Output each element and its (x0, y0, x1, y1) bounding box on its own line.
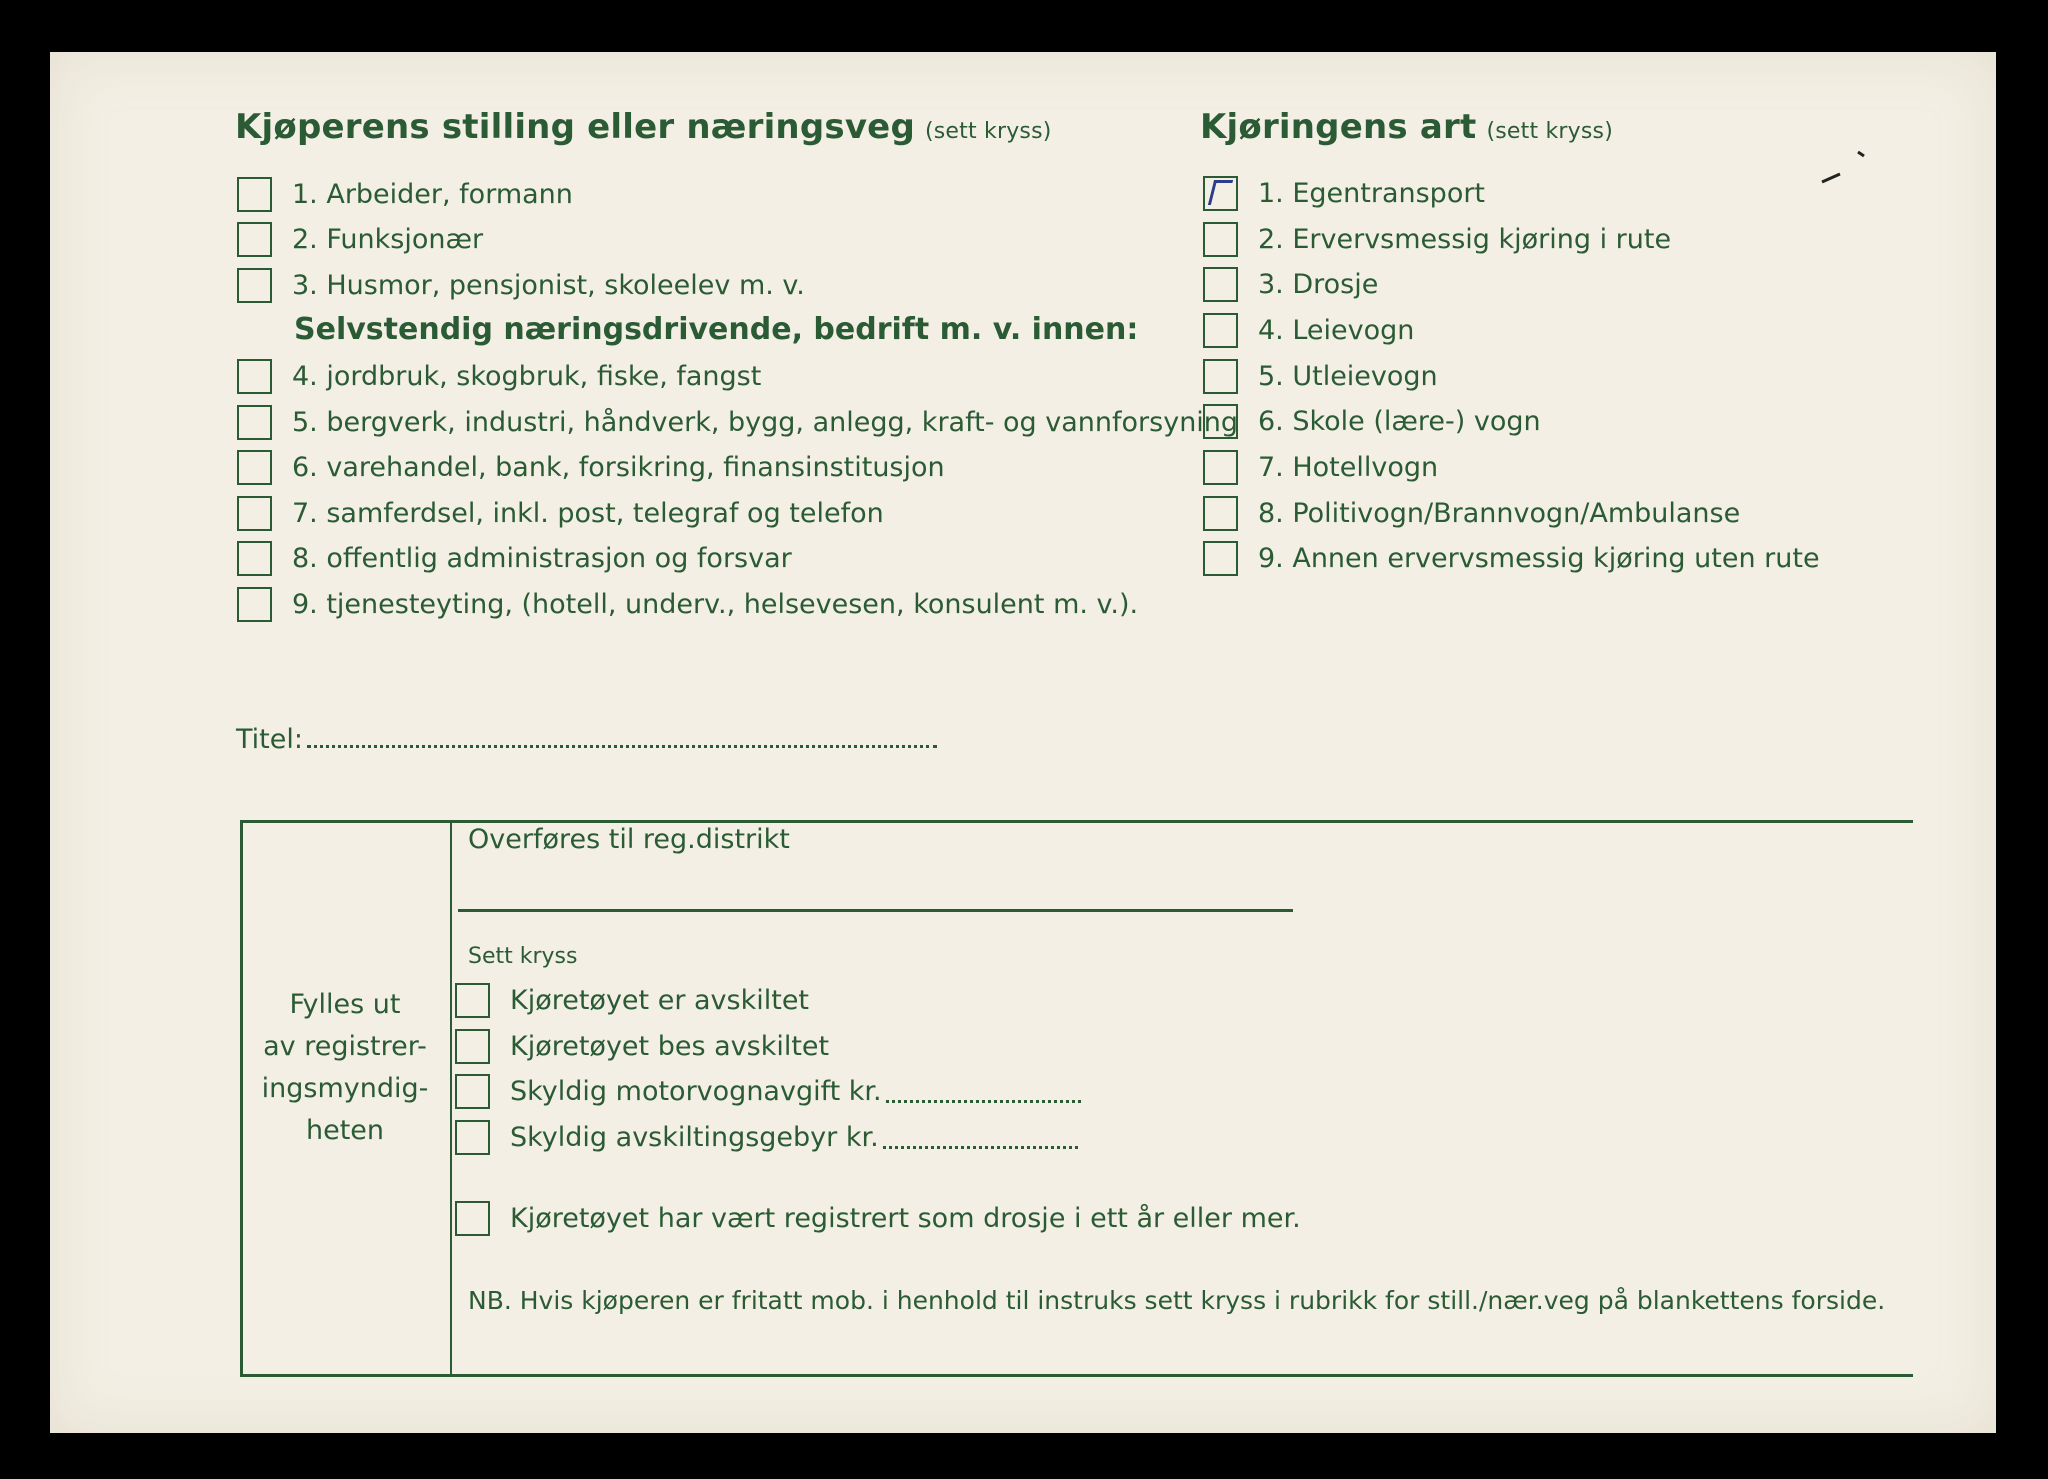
driving-section-title-text: Kjøringens art (1200, 107, 1477, 147)
checkbox[interactable] (1203, 450, 1238, 485)
option-label: Skyldig motorvognavgift kr. (510, 1076, 882, 1107)
buyer-option-1[interactable] (237, 177, 573, 212)
checkbox[interactable] (237, 450, 272, 485)
buyer-option-8[interactable] (237, 541, 792, 576)
option-label: Kjøretøyet er avskiltet (510, 985, 810, 1016)
option-label: 1. Egentransport (1258, 178, 1486, 209)
option-label: 9. tjenesteyting, (hotell, underv., helsevesen, konsulent m. v.). (292, 589, 1139, 620)
option-label: 8. Politivogn/Brannvogn/Ambulanse (1258, 498, 1741, 529)
buyer-section-hint: (sett kryss) (924, 119, 1052, 144)
checkbox[interactable] (1203, 404, 1238, 439)
driving-option-7[interactable] (1203, 450, 1438, 485)
side-label-line: av registrer- (263, 1031, 427, 1062)
checkbox[interactable] (237, 359, 272, 394)
option-label: 4. Leievogn (1258, 315, 1415, 346)
buyer-option-4[interactable] (237, 359, 761, 394)
checkbox[interactable] (1203, 313, 1238, 348)
buyer-section-title-text: Kjøperens stilling eller næringsveg (235, 107, 915, 147)
option-label: 3. Husmor, pensjonist, skoleelev m. v. (292, 270, 805, 301)
checkbox[interactable] (237, 177, 272, 212)
side-label-line: ingsmyndig- (261, 1073, 429, 1104)
option-label: 5. Utleievogn (1258, 361, 1438, 392)
business-subheading: Selvstendig næringsdrivende, bedrift m. v. innen: (294, 312, 1139, 347)
driving-section-title (1200, 107, 1613, 147)
buyer-section-title (235, 107, 1052, 147)
option-label: 6. Skole (lære-) vogn (1258, 406, 1541, 437)
option-label: 8. offentlig administrasjon og forsvar (292, 543, 792, 574)
option-label: 5. bergverk, industri, håndverk, bygg, anlegg, kraft- og vannforsyning (292, 407, 1239, 438)
transfer-field-line[interactable] (458, 909, 1293, 912)
amount-field-line[interactable] (883, 1126, 1078, 1149)
driving-option-1[interactable] (1203, 176, 1485, 211)
checkbox-checked[interactable] (1203, 176, 1238, 211)
authority-option-3[interactable] (455, 1074, 1081, 1109)
option-label: 7. Hotellvogn (1258, 452, 1439, 483)
option-label: Kjøretøyet har vært registrert som drosje i ett år eller mer. (510, 1203, 1301, 1234)
option-label: Kjøretøyet bes avskiltet (510, 1031, 830, 1062)
buyer-option-9[interactable] (237, 587, 1138, 622)
checkbox[interactable] (455, 983, 490, 1018)
box-top-rule (240, 820, 1913, 823)
driving-section-hint: (sett kryss) (1486, 119, 1613, 144)
buyer-option-2[interactable] (237, 222, 483, 257)
checkbox[interactable] (237, 222, 272, 257)
driving-option-3[interactable] (1203, 267, 1378, 302)
authority-option-2[interactable] (455, 1029, 829, 1064)
buyer-option-5[interactable] (237, 405, 1238, 440)
option-label: 6. varehandel, bank, forsikring, finansinstitusjon (292, 452, 945, 483)
driving-option-5[interactable] (1203, 359, 1438, 394)
driving-option-4[interactable] (1203, 313, 1414, 348)
amount-field-line[interactable] (886, 1080, 1081, 1103)
transfer-label: Overføres til reg.distrikt (468, 824, 790, 855)
checkbox[interactable] (237, 405, 272, 440)
checkbox[interactable] (237, 496, 272, 531)
driving-option-2[interactable] (1203, 222, 1671, 257)
side-label-line: heten (305, 1115, 385, 1146)
checkbox[interactable] (455, 1120, 490, 1155)
driving-option-9[interactable] (1203, 541, 1820, 576)
checkbox[interactable] (455, 1201, 490, 1236)
title-field[interactable] (236, 724, 937, 755)
checkbox[interactable] (1203, 267, 1238, 302)
authority-option-1[interactable] (455, 983, 809, 1018)
authority-taxi-option[interactable] (455, 1201, 1301, 1236)
checkbox[interactable] (1203, 496, 1238, 531)
checkbox[interactable] (1203, 541, 1238, 576)
driving-option-8[interactable] (1203, 496, 1740, 531)
box-divider (450, 822, 452, 1374)
checkbox[interactable] (455, 1074, 490, 1109)
authority-option-4[interactable] (455, 1120, 1078, 1155)
option-label: 4. jordbruk, skogbruk, fiske, fangst (292, 361, 762, 392)
option-label: Skyldig avskiltingsgebyr kr. (510, 1122, 879, 1153)
option-label: 2. Ervervsmessig kjøring i rute (1258, 224, 1672, 255)
title-field-line[interactable] (307, 725, 937, 748)
checkbox[interactable] (237, 268, 272, 303)
side-label-line: Fylles ut (289, 989, 401, 1020)
option-label: 2. Funksjonær (292, 224, 484, 255)
buyer-option-6[interactable] (237, 450, 945, 485)
driving-option-6[interactable] (1203, 404, 1541, 439)
checkbox[interactable] (1203, 222, 1238, 257)
pen-mark (1818, 144, 1868, 194)
option-label: 7. samferdsel, inkl. post, telegraf og telefon (292, 498, 884, 529)
box-bottom-rule (240, 1374, 1913, 1377)
nb-note: NB. Hvis kjøperen er fritatt mob. i henhold til instruks sett kryss i rubrikk for still./nær.veg på blankettens forside. (468, 1286, 1886, 1315)
title-field-label: Titel: (236, 724, 303, 755)
form-sheet (50, 52, 1996, 1433)
buyer-option-7[interactable] (237, 496, 884, 531)
checkbox[interactable] (1203, 359, 1238, 394)
option-label: 1. Arbeider, formann (292, 179, 573, 210)
buyer-option-3[interactable] (237, 268, 805, 303)
sett-kryss-label: Sett kryss (468, 944, 578, 969)
checkbox[interactable] (237, 541, 272, 576)
option-label: 3. Drosje (1258, 269, 1379, 300)
option-label: 9. Annen ervervsmessig kjøring uten rute (1258, 543, 1820, 574)
checkbox[interactable] (455, 1029, 490, 1064)
checkbox[interactable] (237, 587, 272, 622)
authority-side-label (240, 984, 450, 1152)
